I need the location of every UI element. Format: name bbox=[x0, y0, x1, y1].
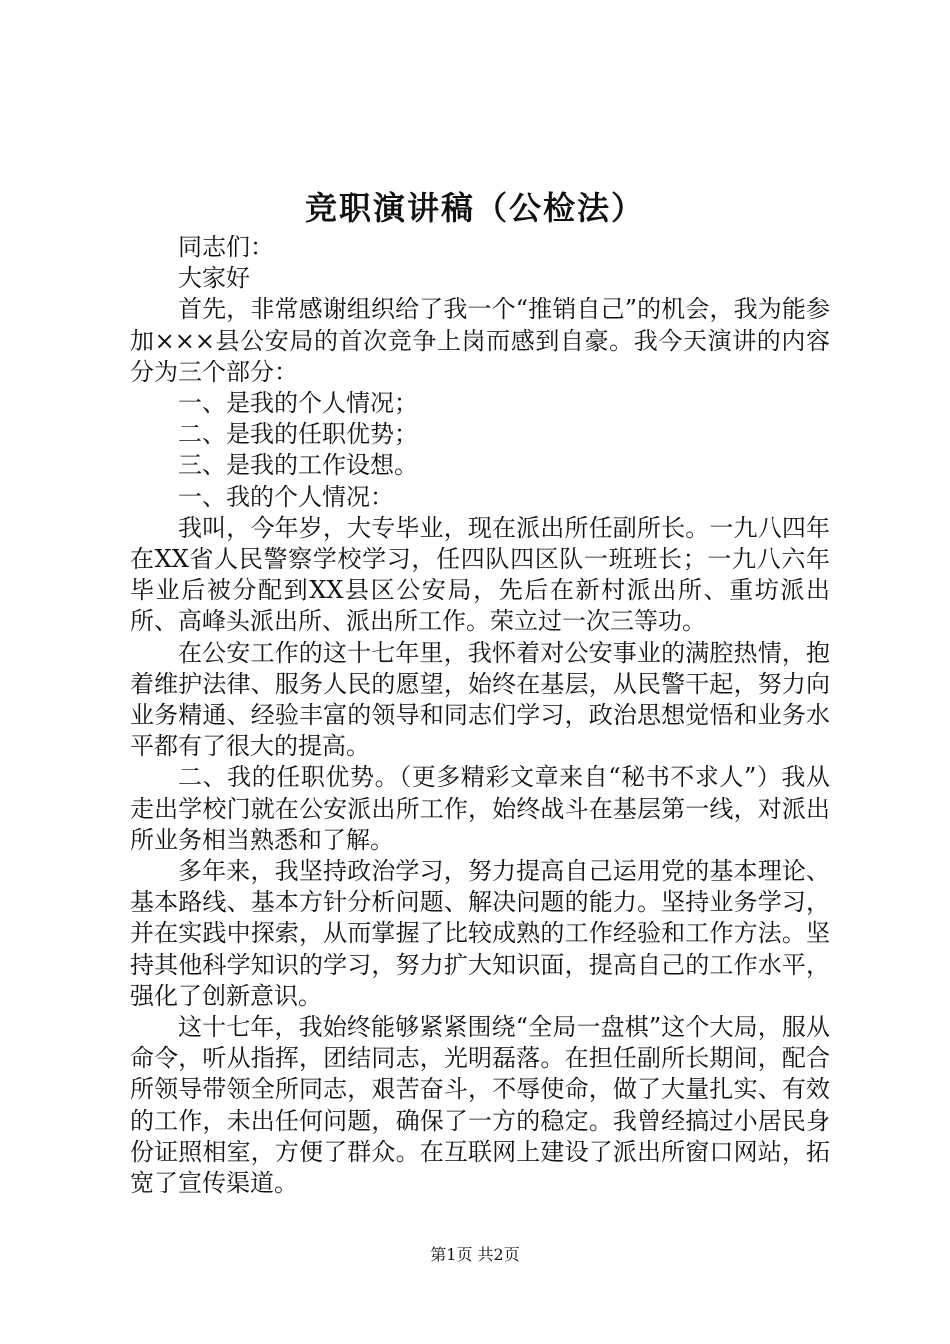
paragraph-achievements: 这十七年，我始终能够紧紧围绕“全局一盘棋”这个大局，服从命令，听从指挥，团结同志，光明磊落。在担任副所长期间，配合所领导带领全所同志，艰苦奋斗，不辱使命，做了大量扎实、有效的工作，未出任何问题，确保了一方的稳定。我曾经搞过小居民身份证照相室，方便了群众。在互联网上建设了派出所窗口网站，拓宽了宣传渠道。 bbox=[130, 1013, 830, 1198]
paragraph-intro: 首先，非常感谢组织给了我一个“推销自己”的机会，我为能参加×××县公安局的首次竞争上岗而感到自豪。我今天演讲的内容分为三个部分： bbox=[130, 295, 830, 386]
paragraph-seventeen-years: 在公安工作的这十七年里，我怀着对公安事业的满腔热情，抱着维护法律、服务人民的愿望，始终在基层，从民警干起，努力向业务精通、经验丰富的领导和同志们学习，政治思想觉悟和业务水平都有了很大的提高。 bbox=[130, 638, 830, 761]
page-footer: 第1页 共2页 bbox=[430, 1245, 520, 1264]
document-body bbox=[130, 232, 830, 1199]
paragraph-advantages: 二、我的任职优势。（更多精彩文章来自“秘书不求人”）我从走出学校门就在公安派出所工作，始终战斗在基层第一线，对派出所业务相当熟悉和了解。 bbox=[130, 763, 830, 854]
paragraph-salutation: 同志们： bbox=[178, 233, 274, 261]
paragraph-study: 多年来，我坚持政治学习，努力提高自己运用党的基本理论、基本路线、基本方针分析问题、解决问题的能力。坚持业务学习，并在实践中探索，从而掌握了比较成熟的工作经验和工作方法。坚持其他科学知识的学习，努力扩大知识面，提高自己的工作水平，强化了创新意识。 bbox=[130, 857, 830, 1010]
document-title: 竞职演讲稿（公检法） bbox=[304, 189, 645, 227]
paragraph-personal-info: 我叫，今年岁，大专毕业，现在派出所任副所长。一九八四年在XX省人民警察学校学习，任四队四区队一班班长；一九八六年毕业后被分配到XX县区公安局，先后在新村派出所、重坊派出所、高峰头派出所、派出所工作。荣立过一次三等功。 bbox=[130, 513, 830, 636]
section-heading-personal: 一、我的个人情况： bbox=[178, 482, 394, 511]
paragraph-greeting: 大家好 bbox=[178, 264, 250, 293]
paragraph-outline-2: 二、是我的任职优势； bbox=[178, 420, 418, 449]
paragraph-outline-1: 一、是我的个人情况； bbox=[178, 389, 418, 418]
paragraph-outline-3: 三、是我的工作设想。 bbox=[178, 451, 418, 480]
